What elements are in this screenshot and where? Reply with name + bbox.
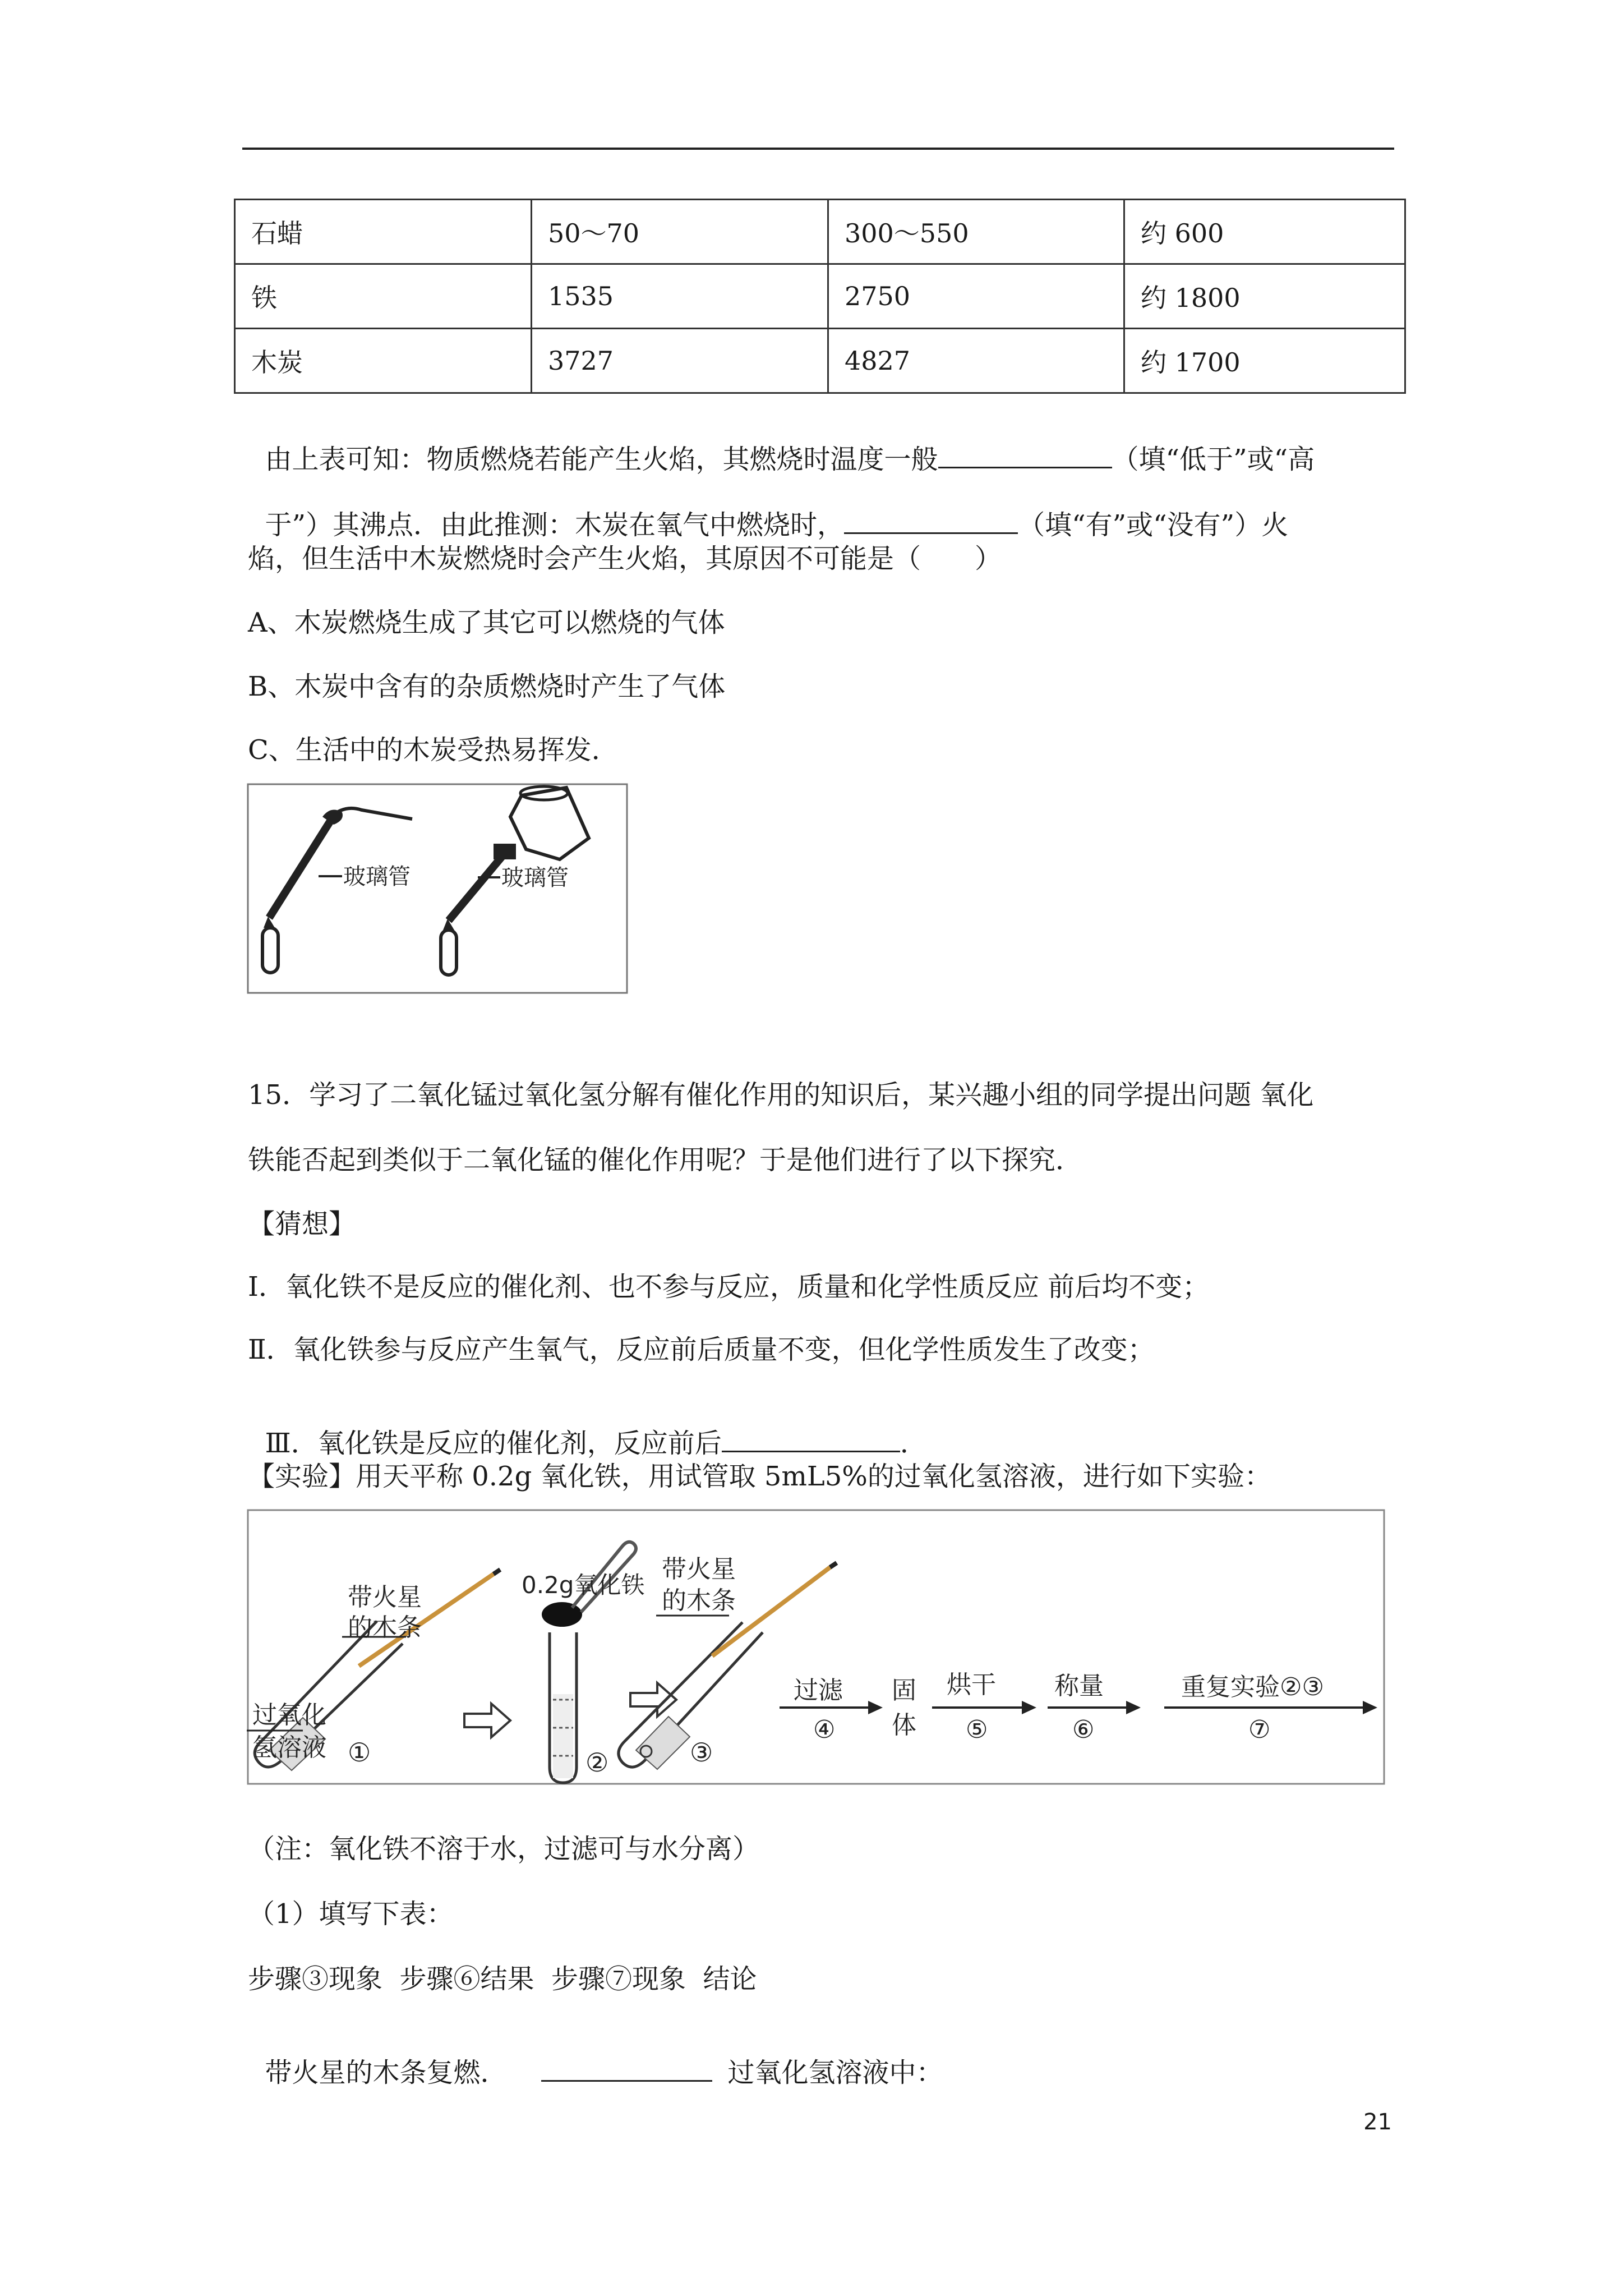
table-row: [235, 200, 1405, 264]
table-cell: 300～550: [828, 200, 1124, 264]
text: ．: [900, 1428, 927, 1459]
tube-1-number: ①: [348, 1737, 371, 1768]
step-6-number: ⑥: [1072, 1715, 1095, 1744]
answer-blank[interactable]: [844, 508, 1018, 534]
step-5-number: ⑤: [966, 1715, 988, 1744]
tube-1: [247, 1570, 500, 1770]
table-cell: 4827: [828, 329, 1124, 393]
table-cell: 3727: [532, 329, 828, 393]
guess-3: [248, 1399, 927, 1457]
tube-3-number: ③: [690, 1737, 713, 1768]
powder-label: 0.2g氧化铁: [522, 1571, 645, 1599]
answer-blank[interactable]: [938, 442, 1112, 468]
table-cell: 2750: [828, 264, 1124, 329]
data-table: [234, 199, 1406, 394]
text: 过氧化氢溶液中：: [727, 2057, 943, 2088]
tube-2: [522, 1542, 644, 1783]
guess-1: Ⅰ．氧化铁不是反应的催化剂、也不参与反应，质量和化学性质反应 前后均不变；: [248, 1271, 1210, 1303]
answer-blank[interactable]: [722, 1426, 900, 1452]
tube-3: [619, 1555, 837, 1769]
text: 于”）其沸点．由此推测：木炭在氧气中燃烧时，: [265, 509, 845, 541]
table-cell: 木炭: [235, 329, 532, 393]
table-cell: 约 1700: [1124, 329, 1405, 393]
table-row-line: [248, 2028, 943, 2086]
solid-label-b: 体: [892, 1711, 916, 1740]
glass-tube-label-right: 玻璃管: [501, 865, 569, 891]
solid-label-a: 固: [892, 1676, 916, 1705]
table-cell: 约 600: [1124, 200, 1405, 264]
note-line: （注：氧化铁不溶于水，过滤可与水分离）: [248, 1833, 760, 1865]
text: Ⅲ．氧化铁是反应的催化剂，反应前后: [265, 1428, 722, 1459]
text: 带火星的木条复燃．: [265, 2057, 508, 2088]
step-7-label: 重复实验②③: [1181, 1673, 1324, 1701]
step-4-label: 过滤: [794, 1676, 843, 1705]
option-b: B、木炭中含有的杂质燃烧时产生了气体: [248, 671, 726, 702]
step-6-label: 称量: [1054, 1672, 1104, 1700]
question-15-line2: 铁能否起到类似于二氧化锰的催化作用呢？于是他们进行了以下探究．: [248, 1144, 1083, 1176]
table-headers-line: 步骤③现象 步骤⑥结果 步骤⑦现象 结论: [248, 1963, 757, 1995]
glass-tube-figure: [247, 783, 628, 994]
page-number: 21: [1363, 2109, 1392, 2135]
step-5-label: 烘干: [947, 1671, 996, 1699]
paragraph-line: [248, 481, 1288, 539]
text: （填“有”或“没有”）火: [1018, 509, 1289, 541]
step-4-number: ④: [813, 1715, 836, 1744]
solution-label-b: 氢溶液: [252, 1733, 326, 1762]
paragraph-line: 焰，但生活中木炭燃烧时会产生火焰，其原因不可能是（ ）: [248, 543, 1002, 574]
tube-2-number: ②: [585, 1747, 609, 1778]
experiment-line: 【实验】用天平称 0.2g 氧化铁，用试管取 5mL5%的过氧化氢溶液，进行如下实验：: [248, 1461, 1271, 1492]
table-cell: 50～70: [532, 200, 828, 264]
answer-blank[interactable]: [541, 2055, 712, 2082]
table-row: [235, 264, 1405, 329]
table-cell: 1535: [532, 264, 828, 329]
paragraph-line: [248, 415, 1315, 473]
table-row: [235, 329, 1405, 393]
table-cell: 约 1800: [1124, 264, 1405, 329]
text: 由上表可知：物质燃烧若能产生火焰，其燃烧时温度一般: [265, 444, 938, 475]
table-cell: 石蜡: [235, 200, 532, 264]
glass-tube-label-left: 玻璃管: [343, 864, 411, 890]
experiment-flow-figure: [247, 1509, 1385, 1785]
apparatus-left: [262, 808, 412, 973]
guess-heading: 【猜想】: [248, 1208, 356, 1240]
splint-label-1a: 带火星: [348, 1583, 422, 1612]
fill-table-line: （1）填写下表：: [248, 1898, 454, 1930]
splint-label-2a: 带火星: [662, 1555, 736, 1584]
table-cell: 铁: [235, 264, 532, 329]
text: （填“低于”或“高: [1112, 444, 1315, 475]
step-7-number: ⑦: [1248, 1715, 1271, 1744]
splint-label-1b: 的木条: [348, 1613, 422, 1642]
solution-label-a: 过氧化: [252, 1701, 326, 1729]
guess-2: Ⅱ．氧化铁参与反应产生氧气，反应前后质量不变，但化学性质发生了改变；: [248, 1334, 1155, 1365]
apparatus-right: [441, 786, 589, 975]
splint-label-2b: 的木条: [662, 1586, 736, 1615]
header-rule: [242, 148, 1394, 150]
option-c: C、生活中的木炭受热易挥发．: [248, 734, 619, 766]
option-a: A、木炭燃烧生成了其它可以燃烧的气体: [248, 607, 725, 638]
question-15-line1: 15．学习了二氧化锰过氧化氢分解有催化作用的知识后，某兴趣小组的同学提出问题 氧化: [248, 1079, 1314, 1111]
process-flow: [780, 1671, 1377, 1744]
arrow-icon: [464, 1704, 510, 1737]
